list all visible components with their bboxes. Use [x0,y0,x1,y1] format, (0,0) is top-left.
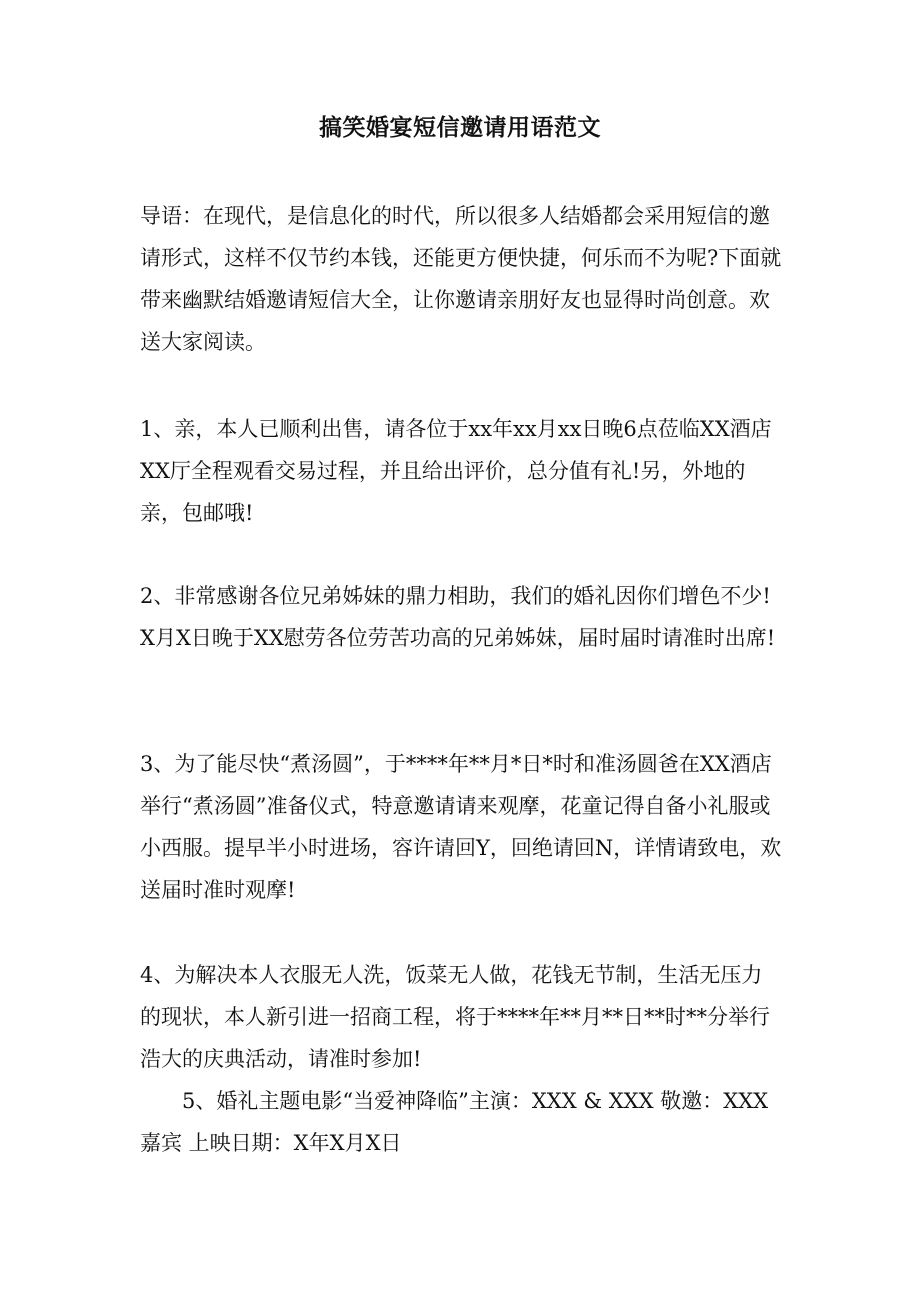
paragraph-3: 3、为了能尽快“煮汤圆”，于****年**月*日*时和准汤圆爸在XX酒店举行“煮汤圆”准备仪式，特意邀请请来观摩，花童记得自备小礼服或小西服。提早半小时进场，容许请回Y，回绝请回N，详情请致电，欢送届时准时观摩! [140,752,782,902]
paragraph-2: 2、非常感谢各位兄弟姊妹的鼎力相助，我们的婚礼因你们增色不少!X月X日晚于XX慰劳各位劳苦功高的兄弟姊妹，届时届时请准时出席! [140,584,776,650]
document-title: 搞笑婚宴短信邀请用语范文 [319,114,601,141]
paragraph-5: 5、婚礼主题电影“当爱神降临”主演：XXX & XXX 敬邀：XXX嘉宾 上映日期：X年X月X日 [140,1089,769,1155]
paragraph-1: 1、亲，本人已顺利出售，请各位于xx年xx月xx日晚6点莅临XX酒店XX厅全程观看交易过程，并且给出评价，总分值有礼!另，外地的亲，包邮哦! [140,417,772,525]
intro-paragraph: 导语：在现代，是信息化的时代，所以很多人结婚都会采用短信的邀请形式，这样不仅节约本钱，还能更方便快捷，何乐而不为呢?下面就带来幽默结婚邀请短信大全，让你邀请亲朋好友也显得时尚创意。欢送大家阅读。 [140,204,782,354]
paragraph-4: 4、为解决本人衣服无人洗，饭菜无人做，花钱无节制，生活无压力的现状，本人新引进一招商工程，将于****年**月**日**时**分举行浩大的庆典活动，请准时参加! [140,963,770,1071]
